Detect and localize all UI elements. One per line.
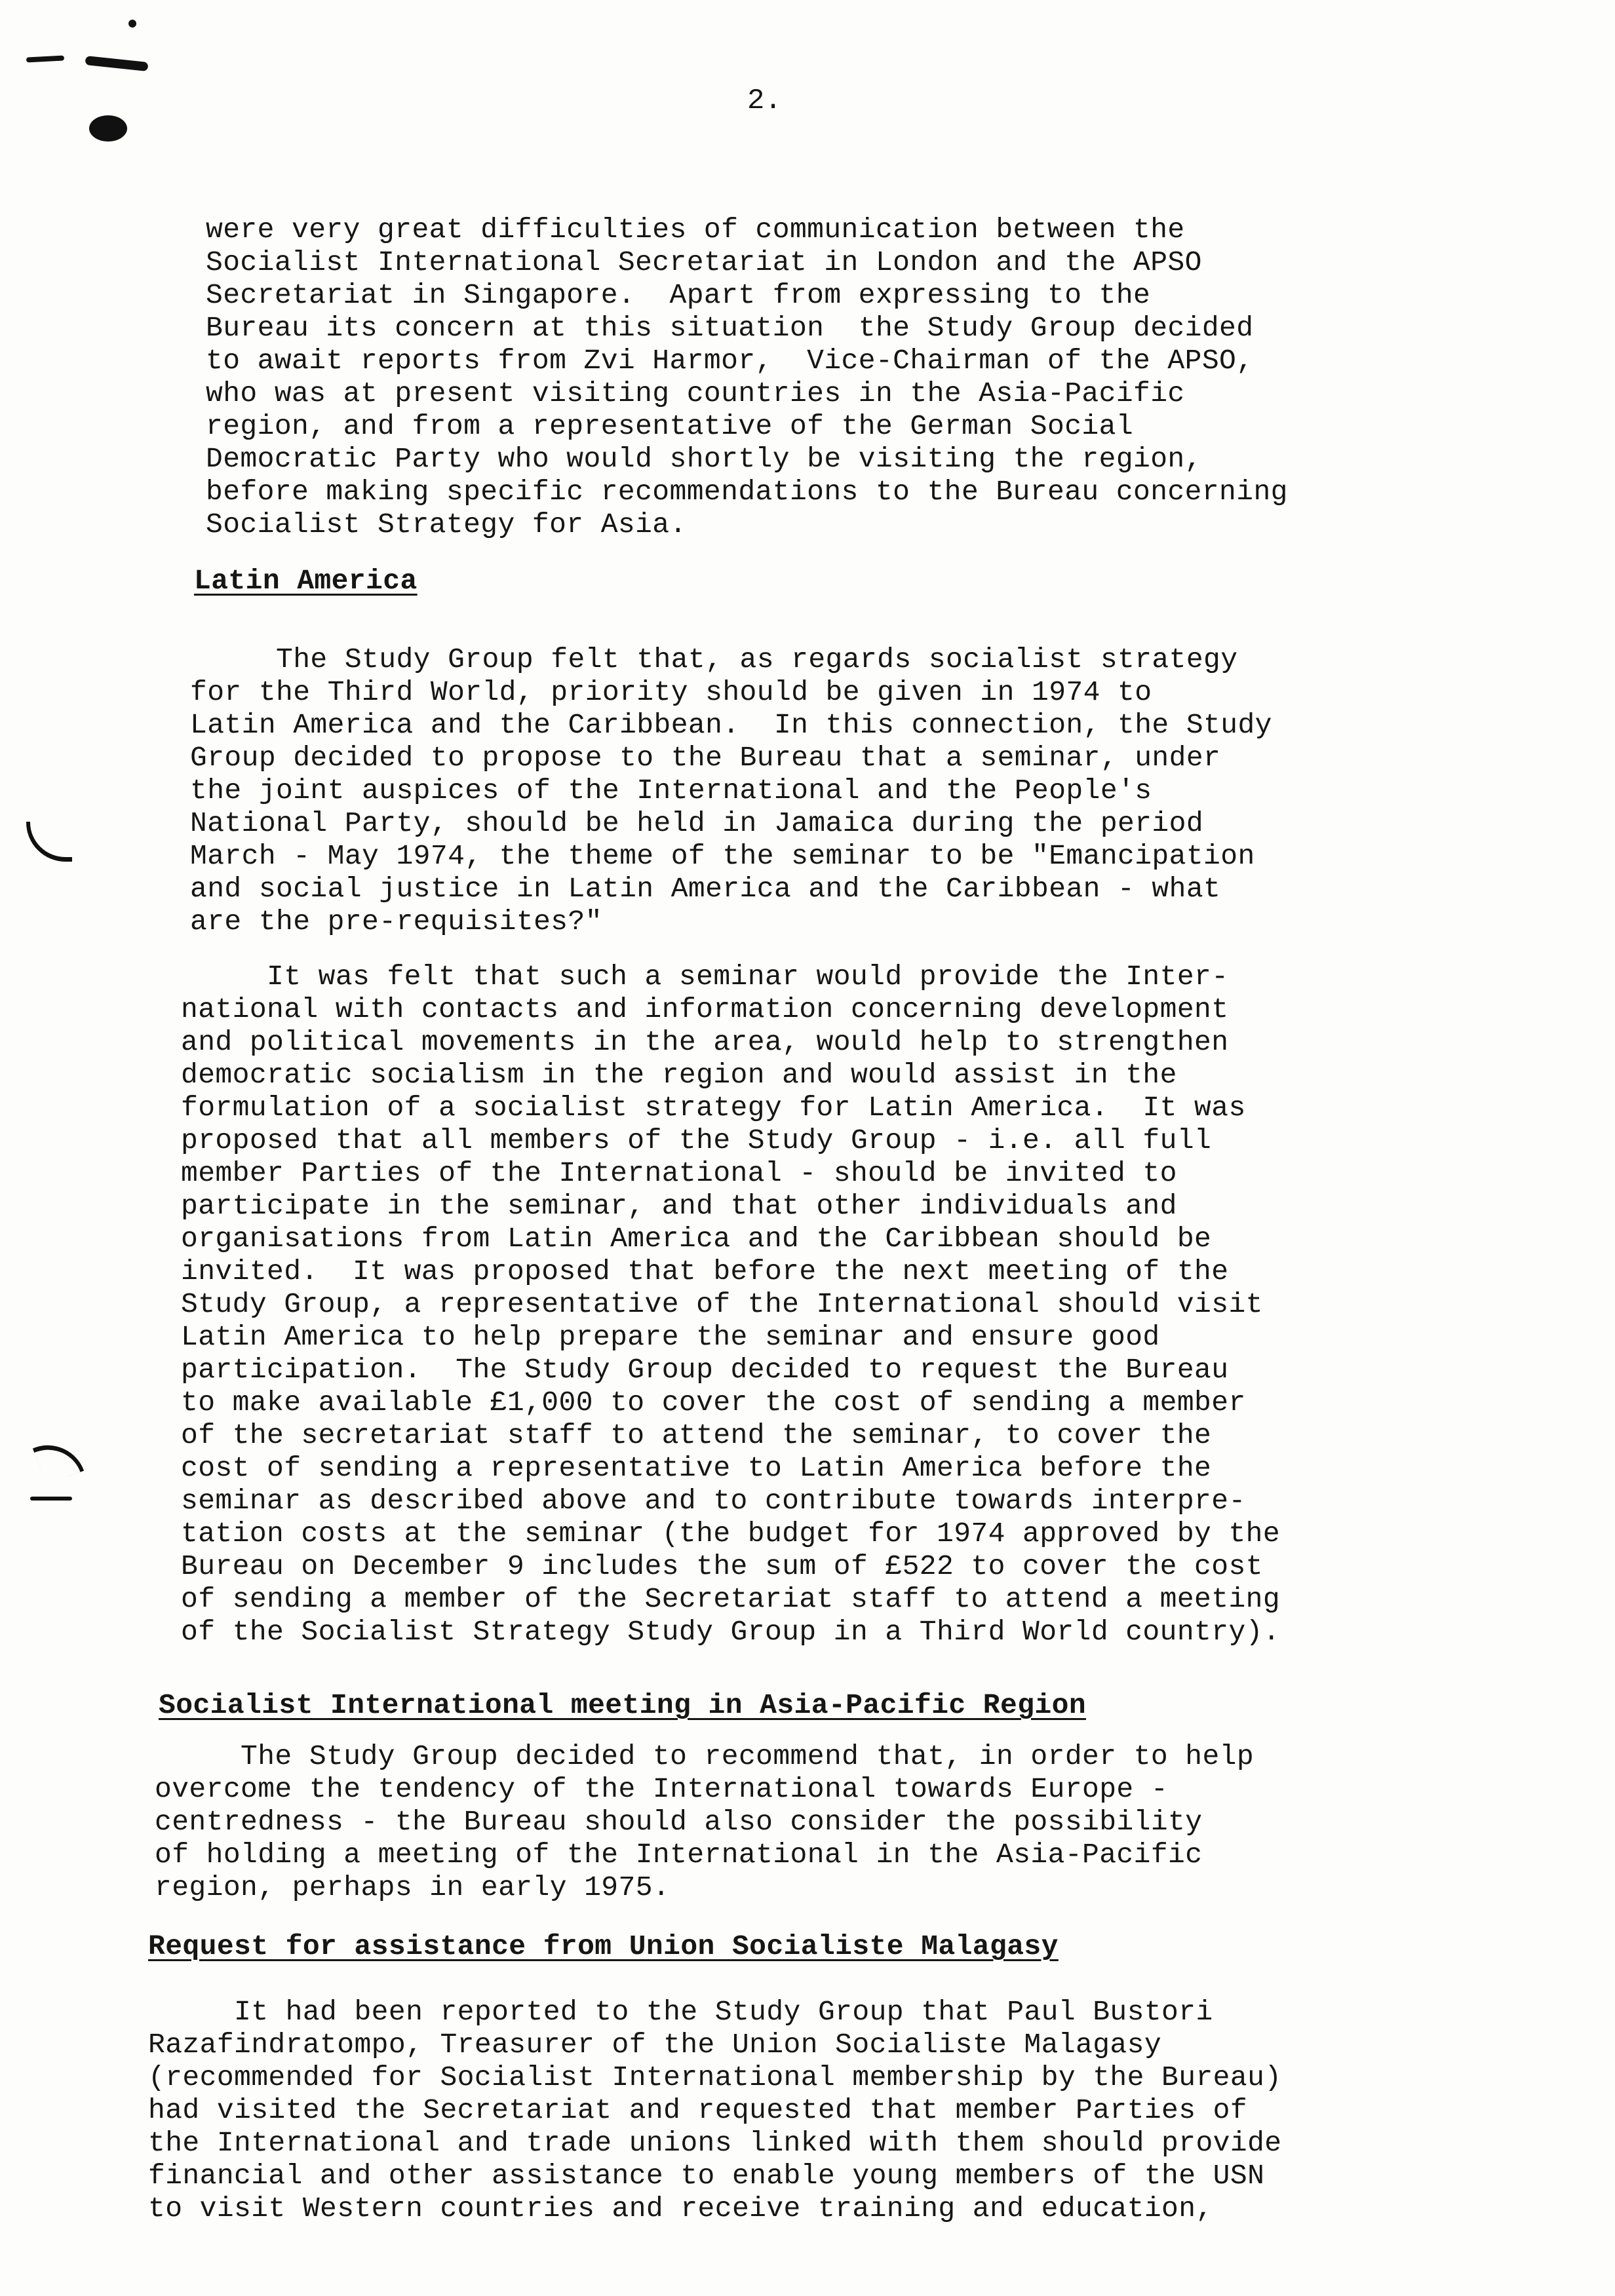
text-line: The Study Group felt that, as regards socialist strategy bbox=[190, 643, 1238, 676]
text-line: The Study Group decided to recommend that, in order to help bbox=[155, 1740, 1255, 1772]
text-line: to make available £1,000 to cover the cost of sending a member bbox=[181, 1387, 1246, 1419]
text-line: March - May 1974, the theme of the seminar to be "Emancipation bbox=[190, 840, 1255, 872]
text-line: Secretariat in Singapore. Apart from expressing to the bbox=[206, 279, 1151, 311]
scan-dash-mark bbox=[85, 56, 149, 71]
text-line: national with contacts and information concerning development bbox=[181, 993, 1229, 1025]
asia-pacific-paragraph bbox=[155, 1740, 1254, 1904]
text-line: tation costs at the seminar (the budget for 1974 approved by the bbox=[181, 1518, 1281, 1550]
request-usm-paragraph bbox=[148, 1996, 1281, 2225]
text-line: to visit Western countries and receive training and education, bbox=[148, 2192, 1213, 2225]
text-line: of the secretariat staff to attend the seminar, to cover the bbox=[181, 1419, 1212, 1451]
page-number: 2. bbox=[747, 85, 782, 117]
text-line: before making specific recommendations to the Bureau concerning bbox=[206, 476, 1288, 508]
text-line: seminar as described above and to contribute towards interpre- bbox=[181, 1485, 1246, 1517]
text-line: are the pre-requisites?" bbox=[190, 906, 602, 938]
text-line: participate in the seminar, and that other individuals and bbox=[181, 1190, 1177, 1222]
text-line: Study Group, a representative of the International should visit bbox=[181, 1288, 1263, 1320]
text-line: Group decided to propose to the Bureau that a seminar, under bbox=[190, 742, 1221, 774]
text-line: Socialist International Secretariat in London and the APSO bbox=[206, 246, 1202, 278]
text-line: and social justice in Latin America and the Caribbean - what bbox=[190, 873, 1221, 905]
text-line: who was at present visiting countries in the Asia-Pacific bbox=[206, 377, 1185, 410]
text-line: region, and from a representative of the German Social bbox=[206, 410, 1134, 442]
text-line: Razafindratompo, Treasurer of the Union Socialiste Malagasy bbox=[148, 2029, 1162, 2061]
punch-hole-mark bbox=[89, 115, 127, 142]
text-line: for the Third World, priority should be given in 1974 to bbox=[190, 676, 1152, 708]
text-line: cost of sending a representative to Latin America before the bbox=[181, 1452, 1212, 1484]
text-line: had visited the Secretariat and requested that member Parties of bbox=[148, 2094, 1248, 2126]
text-line: participation. The Study Group decided to request the Bureau bbox=[181, 1354, 1229, 1386]
punch-hole-arc bbox=[26, 822, 72, 862]
text-line: proposed that all members of the Study Group - i.e. all full bbox=[181, 1124, 1212, 1157]
punch-hole-arc bbox=[33, 1434, 84, 1485]
text-line: It was felt that such a seminar would provide the Inter- bbox=[181, 961, 1229, 993]
text-line: to await reports from Zvi Harmor, Vice-Chairman of the APSO, bbox=[206, 345, 1254, 377]
text-line: of holding a meeting of the International in the Asia-Pacific bbox=[155, 1839, 1203, 1871]
text-line: region, perhaps in early 1975. bbox=[155, 1871, 671, 1904]
scan-speck bbox=[128, 20, 136, 28]
latin-america-paragraph-2 bbox=[181, 961, 1280, 1649]
text-line: financial and other assistance to enable young members of the USN bbox=[148, 2160, 1265, 2192]
text-line: the International and trade unions linked with them should provide bbox=[148, 2127, 1282, 2159]
text-line: of the Socialist Strategy Study Group in a Third World country). bbox=[181, 1616, 1281, 1648]
text-line: centredness - the Bureau should also consider the possibility bbox=[155, 1806, 1203, 1838]
section-heading-asia-pacific-meeting: Socialist International meeting in Asia-Pacific Region bbox=[159, 1689, 1087, 1721]
text-line: of sending a member of the Secretariat staff to attend a meeting bbox=[181, 1583, 1281, 1615]
scan-dash-mark bbox=[26, 55, 64, 62]
text-line: Latin America to help prepare the seminar and ensure good bbox=[181, 1321, 1160, 1353]
text-line: overcome the tendency of the International towards Europe - bbox=[155, 1773, 1169, 1805]
text-line: (recommended for Socialist International membership by the Bureau) bbox=[148, 2061, 1282, 2094]
text-line: the joint auspices of the International and the People's bbox=[190, 775, 1152, 807]
text-line: Bureau its concern at this situation the Study Group decided bbox=[206, 312, 1254, 344]
text-line: It had been reported to the Study Group that Paul Bustori bbox=[148, 1996, 1213, 2028]
text-line: formulation of a socialist strategy for Latin America. It was bbox=[181, 1092, 1246, 1124]
scan-dash-mark bbox=[30, 1497, 72, 1501]
section-heading-request-usm: Request for assistance from Union Socialiste Malagasy bbox=[148, 1930, 1059, 1962]
text-line: Democratic Party who would shortly be visiting the region, bbox=[206, 443, 1202, 475]
text-line: and political movements in the area, would help to strengthen bbox=[181, 1026, 1229, 1058]
text-line: were very great difficulties of communication between the bbox=[206, 214, 1185, 246]
text-line: Latin America and the Caribbean. In this connection, the Study bbox=[190, 709, 1272, 741]
text-line: organisations from Latin America and the Caribbean should be bbox=[181, 1223, 1212, 1255]
text-line: member Parties of the International - should be invited to bbox=[181, 1157, 1177, 1189]
opening-paragraph bbox=[206, 214, 1288, 541]
text-line: invited. It was proposed that before the next meeting of the bbox=[181, 1255, 1229, 1288]
text-line: democratic socialism in the region and would assist in the bbox=[181, 1059, 1177, 1091]
latin-america-paragraph-1 bbox=[190, 643, 1272, 938]
section-heading-latin-america: Latin America bbox=[194, 565, 418, 597]
text-line: Socialist Strategy for Asia. bbox=[206, 508, 687, 541]
text-line: Bureau on December 9 includes the sum of £522 to cover the cost bbox=[181, 1550, 1263, 1582]
text-line: National Party, should be held in Jamaica during the period bbox=[190, 807, 1204, 839]
